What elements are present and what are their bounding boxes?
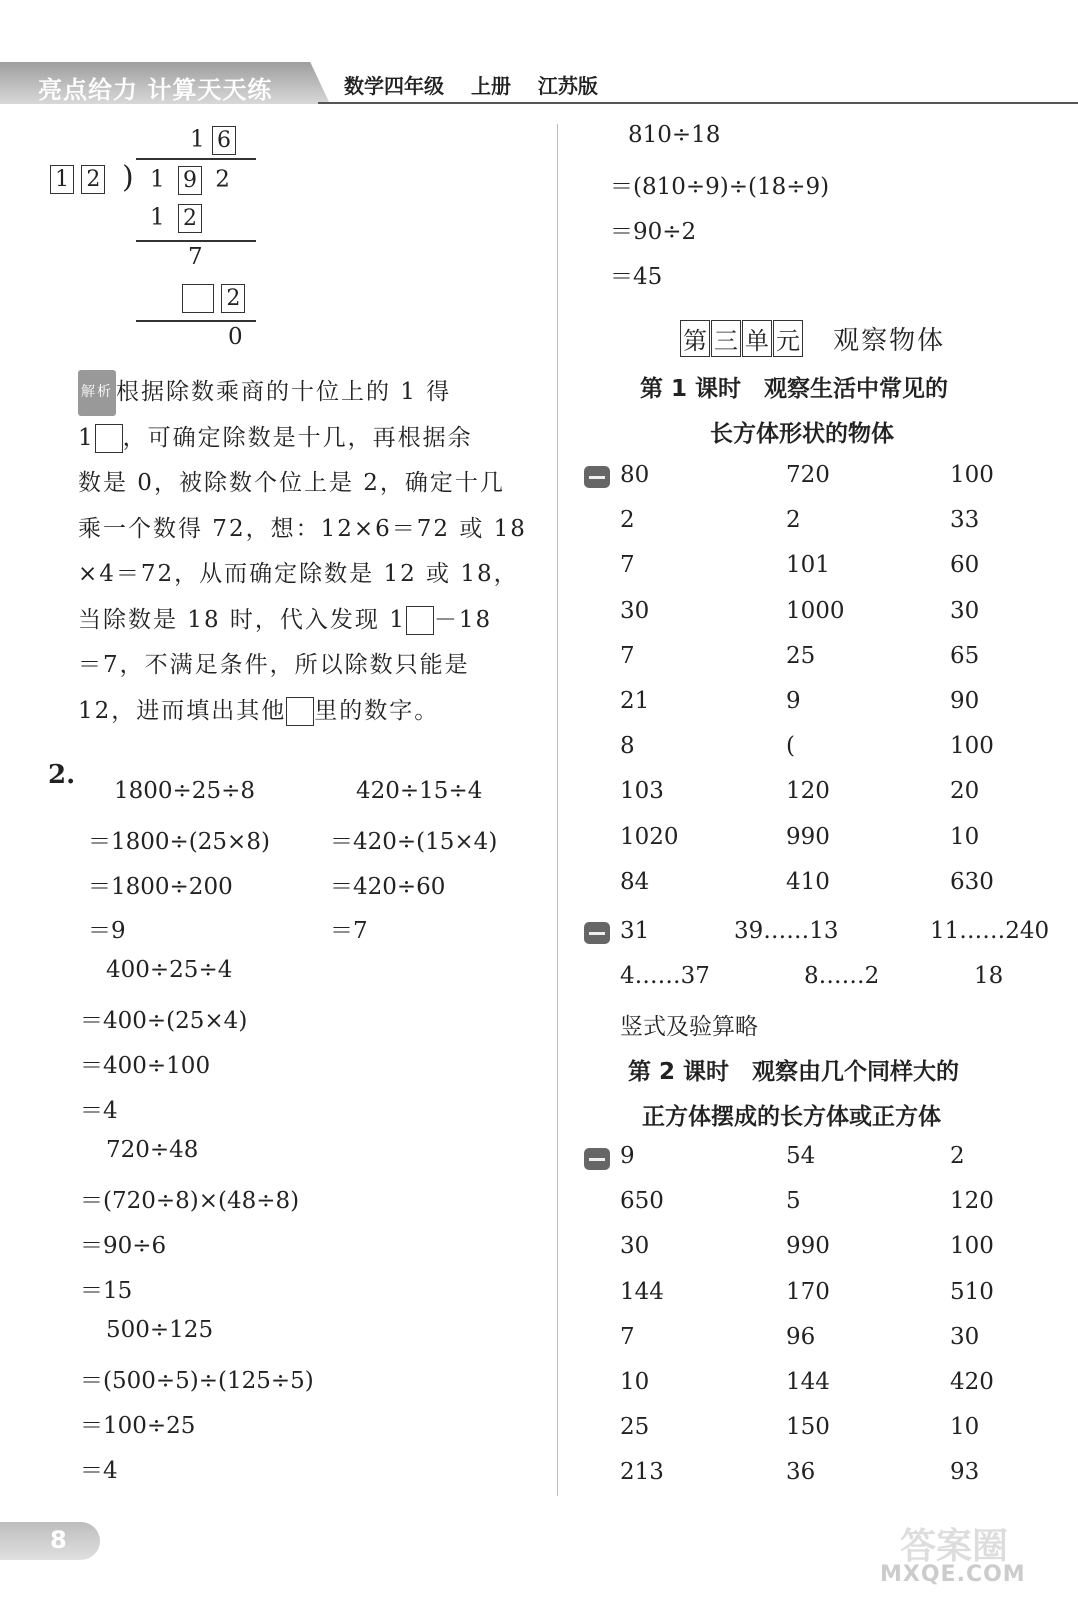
calc-line: 1800÷25÷8: [114, 778, 255, 804]
answer-cell: 1020: [620, 823, 679, 850]
answer-cell: 25: [786, 642, 816, 669]
explanation-text: 里的数字。: [314, 697, 440, 724]
explanation-text: 1: [78, 424, 95, 451]
calc-line: 720÷48: [106, 1137, 199, 1163]
answer-cell: 65: [950, 642, 980, 669]
column-divider: [557, 124, 558, 1496]
answer-cell: 39……13: [734, 918, 839, 944]
answer-cell: 84: [620, 868, 650, 895]
unit-title: 观察物体: [833, 326, 946, 356]
calc-line: ＝100÷25: [80, 1413, 196, 1439]
answer-cell: 144: [620, 1278, 664, 1305]
step1: [150, 204, 202, 233]
answer-cell: 96: [786, 1323, 816, 1350]
calc-line: ＝(720÷8)×(48÷8): [80, 1188, 300, 1214]
answer-cell: 103: [620, 778, 664, 805]
empty-box: [286, 697, 314, 726]
empty-box: [182, 284, 214, 313]
quotient-box: 6: [212, 126, 236, 155]
answer-cell: 10: [620, 1369, 650, 1395]
problem-number: 2.: [48, 760, 76, 790]
calc-line: ＝7: [330, 918, 368, 944]
header-rule: [318, 102, 1078, 104]
book-subtitle: 数学四年级 上册 江苏版: [344, 74, 598, 98]
calc-line: ＝420÷(15×4): [330, 829, 498, 855]
calc-line: ＝4: [80, 1458, 118, 1484]
step1-box: 2: [178, 204, 202, 233]
dividend-box: 9: [178, 166, 202, 195]
answer-cell: 2: [786, 507, 801, 534]
calc-line: ＝9: [88, 918, 126, 944]
answer-cell: 7: [620, 552, 635, 579]
calc-line: 420÷15÷4: [356, 778, 483, 804]
answer-cell: (: [786, 733, 795, 760]
answer-cell: 90: [950, 688, 980, 714]
answer-cell: 100: [950, 733, 994, 760]
calc-line: ＝400÷100: [80, 1053, 211, 1079]
division-bar: [136, 158, 256, 160]
answer-cell: 30: [950, 597, 980, 624]
dividend-digit: 2: [215, 166, 230, 193]
answer-cell: 2: [620, 507, 635, 534]
calc-line: ＝(500÷5)÷(125÷5): [80, 1368, 314, 1394]
answer-cell: 4……37: [620, 963, 710, 989]
step1-digit: 1: [150, 204, 165, 231]
quotient-digit: 1: [190, 126, 205, 153]
calc-line: ＝(810÷9)÷(18÷9): [610, 174, 830, 200]
division-bracket: ): [122, 160, 134, 195]
answer-cell: 630: [950, 868, 994, 895]
answer-cell: 144: [786, 1369, 830, 1395]
step2-box: 2: [221, 284, 245, 313]
unit-box: 元: [773, 320, 803, 357]
answer-cell: 31: [620, 918, 650, 944]
lesson-title: 正方体摆成的长方体或正方体: [642, 1104, 941, 1130]
answer-cell: 25: [620, 1414, 650, 1441]
answer-cell: 30: [620, 1233, 650, 1260]
dividend: [150, 166, 230, 195]
divisor: [50, 165, 105, 194]
part-two-icon: [584, 922, 610, 944]
explanation-text: 当除数是 18 时，代入发现 1: [78, 606, 406, 633]
answer-cell: 7: [620, 1323, 635, 1350]
explanation-tag: 解析: [78, 370, 116, 416]
remainder1: 7: [188, 244, 203, 270]
calc-line: 500÷125: [106, 1317, 214, 1343]
calc-line: ＝4: [80, 1098, 118, 1124]
watermark: 答案圈: [900, 1526, 1009, 1567]
answer-cell: 213: [620, 1459, 664, 1486]
answer-cell: 170: [786, 1278, 830, 1305]
answer-cell: 30: [620, 597, 650, 624]
explanation-text: 乘一个数得 72，想：12×6＝72 或 18: [78, 515, 527, 542]
answer-cell: 990: [786, 823, 830, 850]
answer-cell: 990: [786, 1233, 830, 1260]
answer-cell: 8: [620, 733, 635, 760]
answer-cell: 7: [620, 642, 635, 669]
lesson-title: 长方体形状的物体: [710, 421, 894, 447]
watermark-url: MXQE.COM: [880, 1562, 1026, 1587]
divisor-box: 2: [81, 165, 105, 194]
answer-cell: 8……2: [804, 963, 880, 989]
unit-box: 单: [742, 320, 772, 357]
answer-cell: 11……240: [930, 918, 1050, 944]
answer-cell: 100: [950, 1233, 994, 1260]
calc-line: ＝420÷60: [330, 874, 446, 900]
answer-cell: 10: [950, 823, 980, 850]
answer-cell: 9: [786, 688, 801, 714]
explanation-text: ，可确定除数是十几，再根据余: [122, 424, 473, 451]
calc-line: 810÷18: [628, 122, 721, 148]
divisor-box: 1: [50, 165, 74, 194]
answer-cell: 33: [950, 507, 980, 534]
explanation-text: ×4＝72，从而确定除数是 12 或 18，: [78, 561, 519, 588]
answer-cell: 2: [950, 1143, 965, 1169]
calc-line: ＝15: [80, 1278, 133, 1304]
part-one-icon: [584, 466, 610, 488]
answer-cell: 93: [950, 1459, 980, 1486]
final-remainder: 0: [228, 324, 243, 350]
answer-cell: 20: [950, 778, 980, 805]
unit-box: 三: [711, 320, 741, 357]
subtract-line-1: [136, 240, 256, 242]
calc-line: ＝1800÷(25×8): [88, 829, 270, 855]
answer-cell: 100: [950, 462, 994, 488]
answer-cell: 36: [786, 1459, 816, 1486]
lesson-title: 第 2 课时 观察由几个同样大的: [628, 1059, 960, 1085]
series-title: 亮点给力 计算天天练: [38, 76, 273, 104]
answer-cell: 10: [950, 1414, 980, 1441]
answer-cell: 120: [950, 1188, 994, 1215]
unit-box: 第: [680, 320, 710, 357]
quotient: [190, 126, 236, 155]
answer-cell: 30: [950, 1323, 980, 1350]
calc-line: ＝90÷2: [610, 219, 697, 245]
answer-cell: 9: [620, 1143, 635, 1169]
empty-box: [95, 424, 123, 453]
page-number: 8: [50, 1526, 67, 1554]
calc-line: 400÷25÷4: [106, 957, 233, 983]
answer-cell: 1000: [786, 597, 845, 624]
explanation-text: 12，进而填出其他: [78, 697, 287, 724]
answer-cell: 510: [950, 1278, 994, 1305]
subtract-line-2: [136, 320, 256, 322]
calc-line: ＝400÷(25×4): [80, 1008, 248, 1034]
answer-cell: 18: [974, 963, 1004, 989]
answer-cell: 80: [620, 462, 650, 488]
calc-line: ＝90÷6: [80, 1233, 167, 1259]
unit-heading: [680, 320, 945, 357]
answer-cell: 410: [786, 868, 830, 895]
answer-cell: 120: [786, 778, 830, 805]
answer-cell: 60: [950, 552, 980, 579]
answer-cell: 420: [950, 1369, 994, 1395]
step2: [182, 284, 245, 313]
explanation-text: －18: [433, 606, 493, 633]
part-one-icon: [584, 1148, 610, 1170]
empty-box: [406, 606, 434, 635]
answer-cell: 5: [786, 1188, 801, 1215]
explanation-text: 数是 0，被除数个位上是 2，确定十几: [78, 470, 505, 497]
answer-cell: 150: [786, 1414, 830, 1441]
answer-cell: 650: [620, 1188, 664, 1215]
dividend-digit: 1: [150, 166, 165, 193]
explanation-text: 根据除数乘商的十位上的 1 得: [116, 379, 452, 405]
answer-cell: 54: [786, 1143, 816, 1169]
answer-cell: 720: [786, 462, 830, 488]
calc-line: ＝45: [610, 264, 663, 290]
answer-cell: 101: [786, 552, 830, 579]
lesson-note: 竖式及验算略: [620, 1014, 758, 1040]
answer-cell: 21: [620, 688, 650, 714]
lesson-title: 第 1 课时 观察生活中常见的: [640, 376, 949, 402]
calc-line: ＝1800÷200: [88, 874, 233, 900]
explanation: [78, 370, 528, 734]
explanation-text: ＝7，不满足条件，所以除数只能是: [78, 652, 470, 679]
